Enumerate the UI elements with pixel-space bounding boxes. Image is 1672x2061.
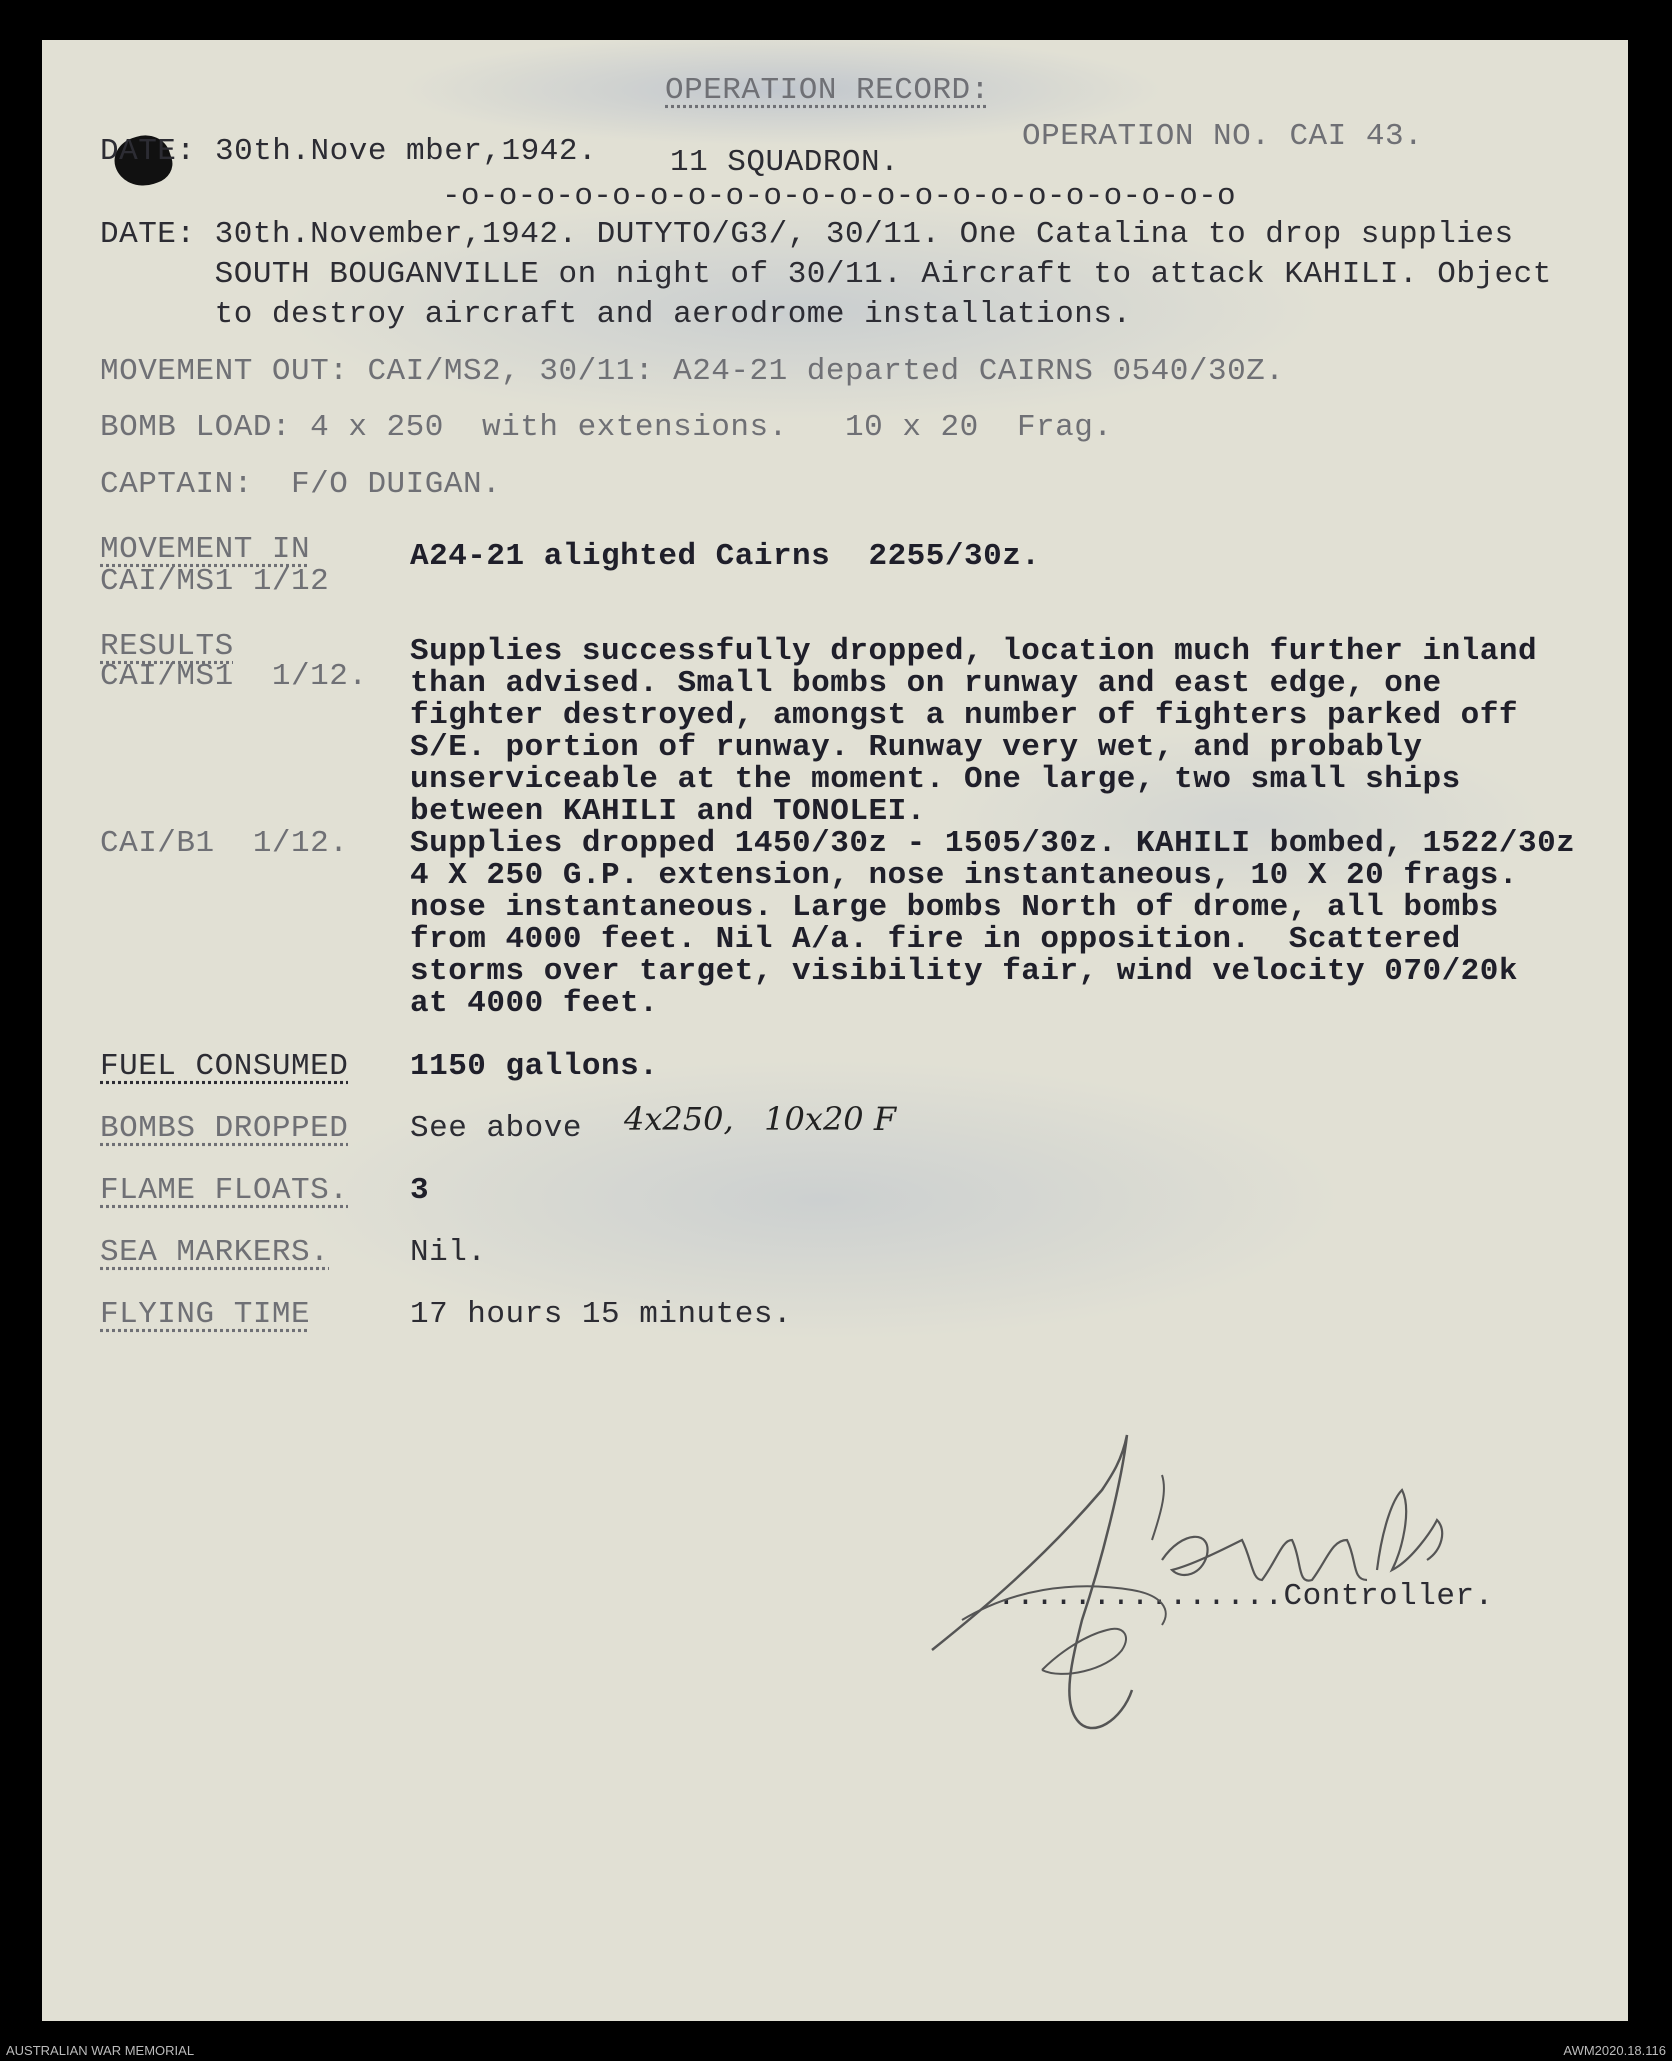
order-line-3: to destroy aircraft and aerodrome installations. (100, 297, 1132, 332)
operation-number: OPERATION NO. CAI 43. (1022, 119, 1424, 154)
date-value: 30th.Nove mber,1942. (215, 134, 598, 169)
squadron: 11 SQUADRON. (670, 145, 900, 180)
bombs-dropped-value: See above (410, 1111, 582, 1146)
flame-floats-value: 3 (410, 1173, 430, 1208)
results-line-3: fighter destroyed, amongst a number of fighters parked off (410, 698, 1518, 733)
signature (922, 1420, 1482, 1750)
flame-floats-label: FLAME FLOATS. (100, 1173, 349, 1208)
flying-time-value: 17 hours 15 minutes. (410, 1297, 793, 1332)
results-line-4: S/E. portion of runway. Runway very wet, and probably (410, 730, 1423, 765)
fuel-consumed-value: 1150 gallons. (410, 1049, 659, 1084)
fuel-consumed-label: FUEL CONSUMED (100, 1049, 349, 1084)
b1-line-5: storms over target, visibility fair, wind velocity 070/20k (410, 954, 1518, 989)
movement-in-sublabel: CAI/MS1 1/12 (100, 564, 330, 599)
date-label: DATE: (100, 134, 196, 169)
results-line-6: between KAHILI and TONOLEI. (410, 794, 926, 829)
flying-time-label: FLYING TIME (100, 1297, 311, 1332)
document-title: OPERATION RECORD: (665, 73, 990, 108)
bomb-load: BOMB LOAD: 4 x 250 with extensions. 10 x 20 Frag. (100, 410, 1113, 445)
movement-in-text: A24-21 alighted Cairns 2255/30z. (410, 539, 1041, 574)
footer-credit: AUSTRALIAN WAR MEMORIAL (6, 2043, 195, 2058)
results-sublabel: CAI/MS1 1/12. (100, 659, 368, 694)
document-page (42, 40, 1628, 2021)
b1-line-6: at 4000 feet. (410, 986, 659, 1021)
captain: CAPTAIN: F/O DUIGAN. (100, 467, 502, 502)
footer-accession-number: AWM2020.18.116 (1563, 2043, 1666, 2058)
b1-label: CAI/B1 1/12. (100, 826, 349, 861)
results-label: RESULTS (100, 629, 234, 664)
b1-line-3: nose instantaneous. Large bombs North of drome, all bombs (410, 890, 1499, 925)
results-line-5: unserviceable at the moment. One large, two small ships (410, 762, 1461, 797)
order-line-2: SOUTH BOUGANVILLE on night of 30/11. Aircraft to attack KAHILI. Object (100, 257, 1552, 292)
results-line-2: than advised. Small bombs on runway and east edge, one (410, 666, 1442, 701)
bombs-dropped-handwritten: 4x250, 10x20 F (624, 1100, 897, 1138)
sea-markers-value: Nil. (410, 1235, 487, 1270)
separator-line: -o-o-o-o-o-o-o-o-o-o-o-o-o-o-o-o-o-o-o-o-o (442, 179, 1236, 214)
b1-line-2: 4 X 250 G.P. extension, nose instantaneous, 10 X 20 frags. (410, 858, 1518, 893)
movement-out: MOVEMENT OUT: CAI/MS2, 30/11: A24-21 departed CAIRNS 0540/30Z. (100, 354, 1285, 389)
controller-line: ...............Controller. (997, 1579, 1494, 1614)
movement-in-label: MOVEMENT IN (100, 532, 311, 567)
b1-line-4: from 4000 feet. Nil A/a. fire in opposition. Scattered (410, 922, 1461, 957)
order-line-1: DATE: 30th.November,1942. DUTYTO/G3/, 30/11. One Catalina to drop supplies (100, 217, 1514, 252)
results-line-1: Supplies successfully dropped, location much further inland (410, 634, 1538, 669)
bombs-dropped-label: BOMBS DROPPED (100, 1111, 349, 1146)
sea-markers-label: SEA MARKERS. (100, 1235, 330, 1270)
b1-line-1: Supplies dropped 1450/30z - 1505/30z. KAHILI bombed, 1522/30z (410, 826, 1576, 861)
